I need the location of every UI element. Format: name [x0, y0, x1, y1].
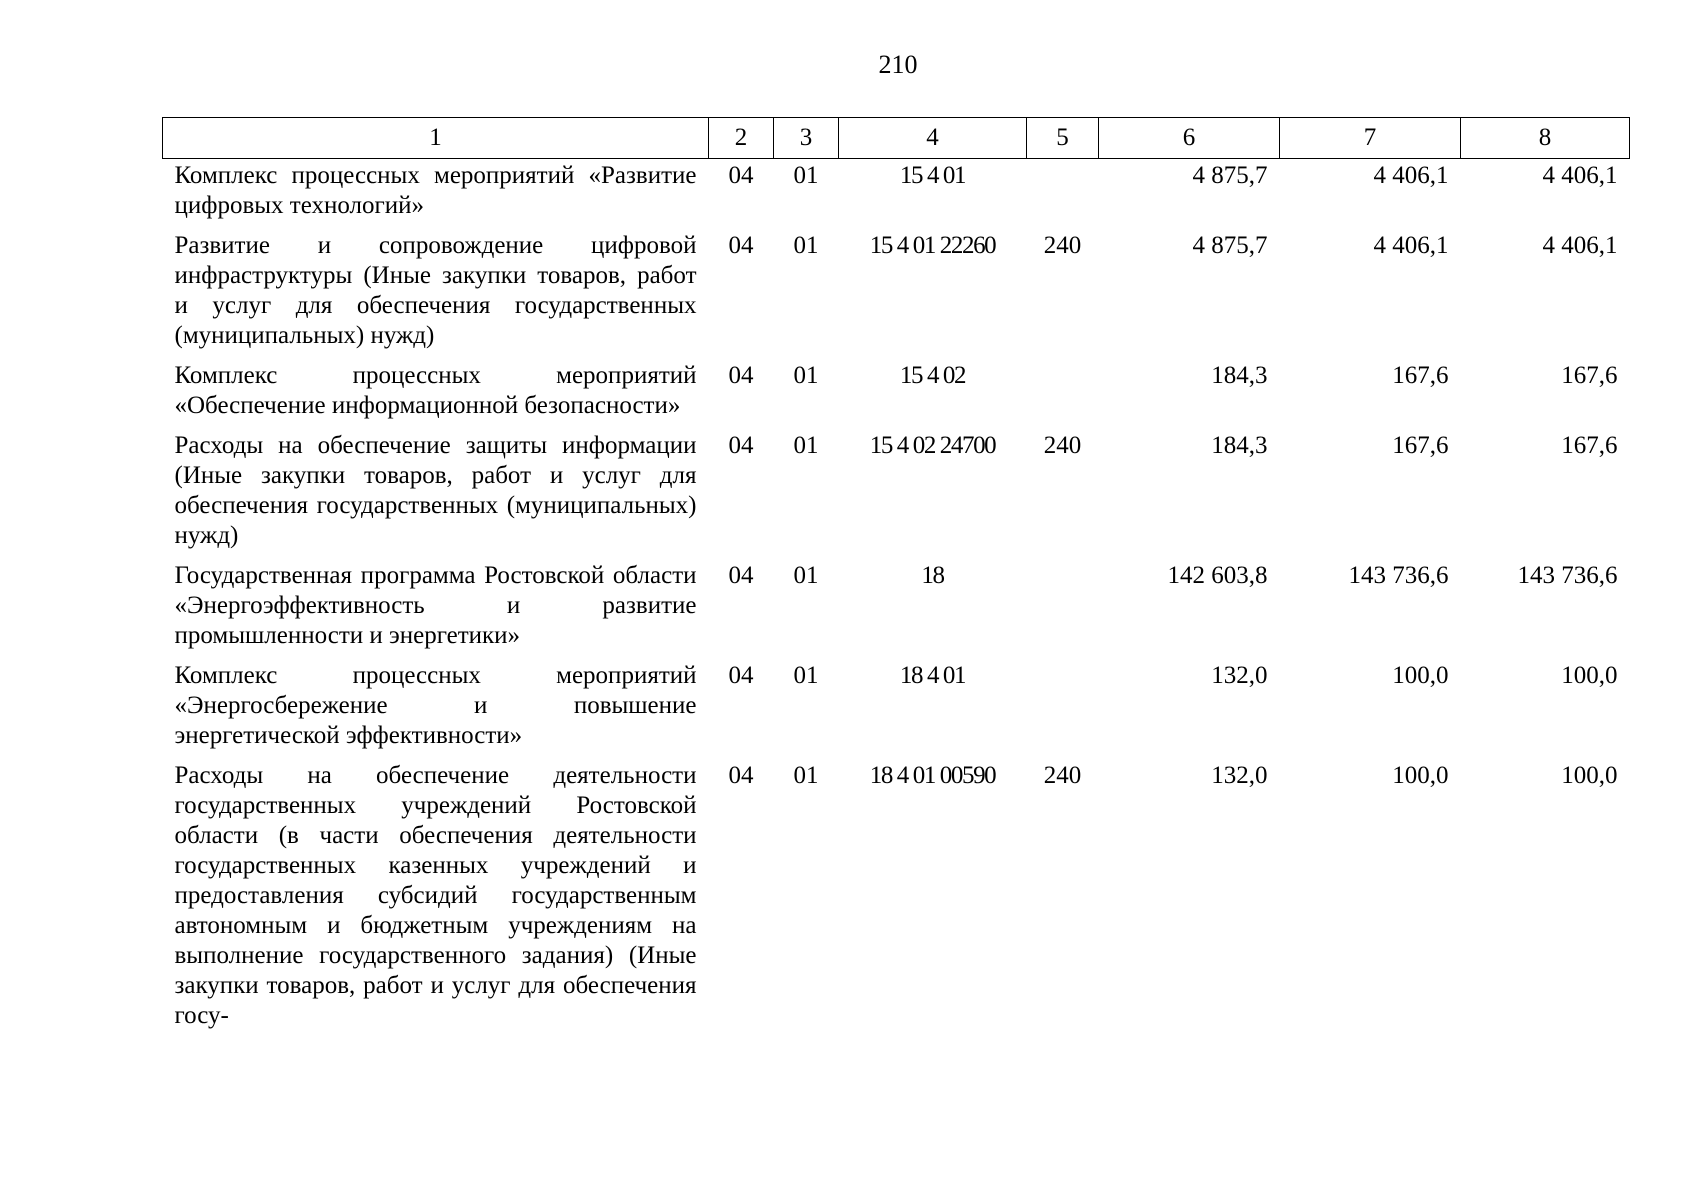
header-row [163, 118, 1630, 159]
amount-col-7: 143 736,6 [1348, 562, 1449, 589]
header-cell-2: 2 [709, 118, 774, 159]
row-name: Расходы на обеспечение деятельности государственных учреждений Ростовской области (в части обеспечения деятельности государственных казенных учреждений и предоставления субсидий государственным автономным и бюджетным учреждениям на выполнение государственного задания) (Иные закупки товаров, работ и услуг для обеспечения госу- [174, 762, 697, 1029]
amount-col-6: 184,3 [1211, 432, 1268, 459]
target-article-code: 15 4 02 24700 [869, 432, 996, 459]
subsection-code: 01 [793, 432, 819, 459]
header-cell-5: 5 [1027, 118, 1099, 159]
amount-col-7: 4 406,1 [1373, 162, 1449, 189]
table-row [163, 359, 1630, 429]
header-cell-7: 7 [1280, 118, 1461, 159]
row-name: Расходы на обеспечение защиты информации (Иные закупки товаров, работ и услуг для обеспечения государственных (муниципальных) нужд) [174, 432, 697, 549]
table-row [163, 759, 1630, 1039]
amount-col-8: 4 406,1 [1542, 232, 1618, 259]
amount-col-7: 167,6 [1392, 362, 1449, 389]
section-code: 04 [728, 162, 754, 189]
row-name: Развитие и сопровождение цифровой инфраструктуры (Иные закупки товаров, работ и услуг для обеспечения государственных (муниципальных) нужд) [174, 232, 697, 349]
section-code: 04 [728, 762, 754, 789]
row-name: Комплекс процессных мероприятий «Обеспечение информационной безопасности» [174, 362, 697, 419]
subsection-code: 01 [793, 762, 819, 789]
header-cell-1: 1 [163, 118, 709, 159]
expense-type-code: 240 [1043, 762, 1082, 789]
table-row [163, 159, 1630, 230]
amount-col-6: 132,0 [1211, 762, 1268, 789]
target-article-code: 18 4 01 [899, 662, 966, 689]
section-code: 04 [728, 362, 754, 389]
header-cell-3: 3 [774, 118, 839, 159]
row-name: Комплекс процессных мероприятий «Энергосбережение и повышение энергетической эффективности» [174, 662, 697, 749]
page-number: 210 [878, 50, 918, 79]
amount-col-8: 100,0 [1561, 662, 1618, 689]
subsection-code: 01 [793, 562, 819, 589]
subsection-code: 01 [793, 362, 819, 389]
subsection-code: 01 [793, 662, 819, 689]
amount-col-6: 4 875,7 [1192, 162, 1268, 189]
section-code: 04 [728, 232, 754, 259]
expense-type-code [1027, 659, 1099, 759]
section-code: 04 [728, 562, 754, 589]
subsection-code: 01 [793, 232, 819, 259]
target-article-code: 18 4 01 00590 [869, 762, 996, 789]
header-cell-6: 6 [1099, 118, 1280, 159]
amount-col-7: 4 406,1 [1373, 232, 1449, 259]
budget-table [162, 117, 1630, 1039]
expense-type-code [1027, 359, 1099, 429]
expense-type-code: 240 [1043, 432, 1082, 459]
amount-col-7: 100,0 [1392, 762, 1449, 789]
target-article-code: 15 4 02 [899, 362, 966, 389]
row-name: Государственная программа Ростовской области «Энергоэффективность и развитие промышленности и энергетики» [174, 562, 697, 649]
row-name: Комплекс процессных мероприятий «Развитие цифровых технологий» [174, 162, 697, 219]
amount-col-6: 142 603,8 [1167, 562, 1268, 589]
amount-col-8: 4 406,1 [1542, 162, 1618, 189]
table-header [163, 118, 1630, 159]
amount-col-8: 143 736,6 [1517, 562, 1618, 589]
expense-type-code [1027, 159, 1099, 230]
subsection-code: 01 [793, 162, 819, 189]
target-article-code: 18 [921, 562, 944, 589]
target-article-code: 15 4 01 [899, 162, 966, 189]
target-article-code: 15 4 01 22260 [869, 232, 996, 259]
amount-col-6: 132,0 [1211, 662, 1268, 689]
table-row [163, 429, 1630, 559]
header-cell-4: 4 [839, 118, 1027, 159]
amount-col-7: 100,0 [1392, 662, 1449, 689]
amount-col-6: 4 875,7 [1192, 232, 1268, 259]
header-cell-8: 8 [1461, 118, 1630, 159]
section-code: 04 [728, 662, 754, 689]
amount-col-8: 167,6 [1561, 362, 1618, 389]
table-row [163, 559, 1630, 659]
table-row [163, 229, 1630, 359]
expense-type-code: 240 [1043, 232, 1082, 259]
section-code: 04 [728, 432, 754, 459]
amount-col-7: 167,6 [1392, 432, 1449, 459]
expense-type-code [1027, 559, 1099, 659]
amount-col-6: 184,3 [1211, 362, 1268, 389]
amount-col-8: 167,6 [1561, 432, 1618, 459]
amount-col-8: 100,0 [1561, 762, 1618, 789]
table-row [163, 659, 1630, 759]
table-body [163, 159, 1630, 1040]
